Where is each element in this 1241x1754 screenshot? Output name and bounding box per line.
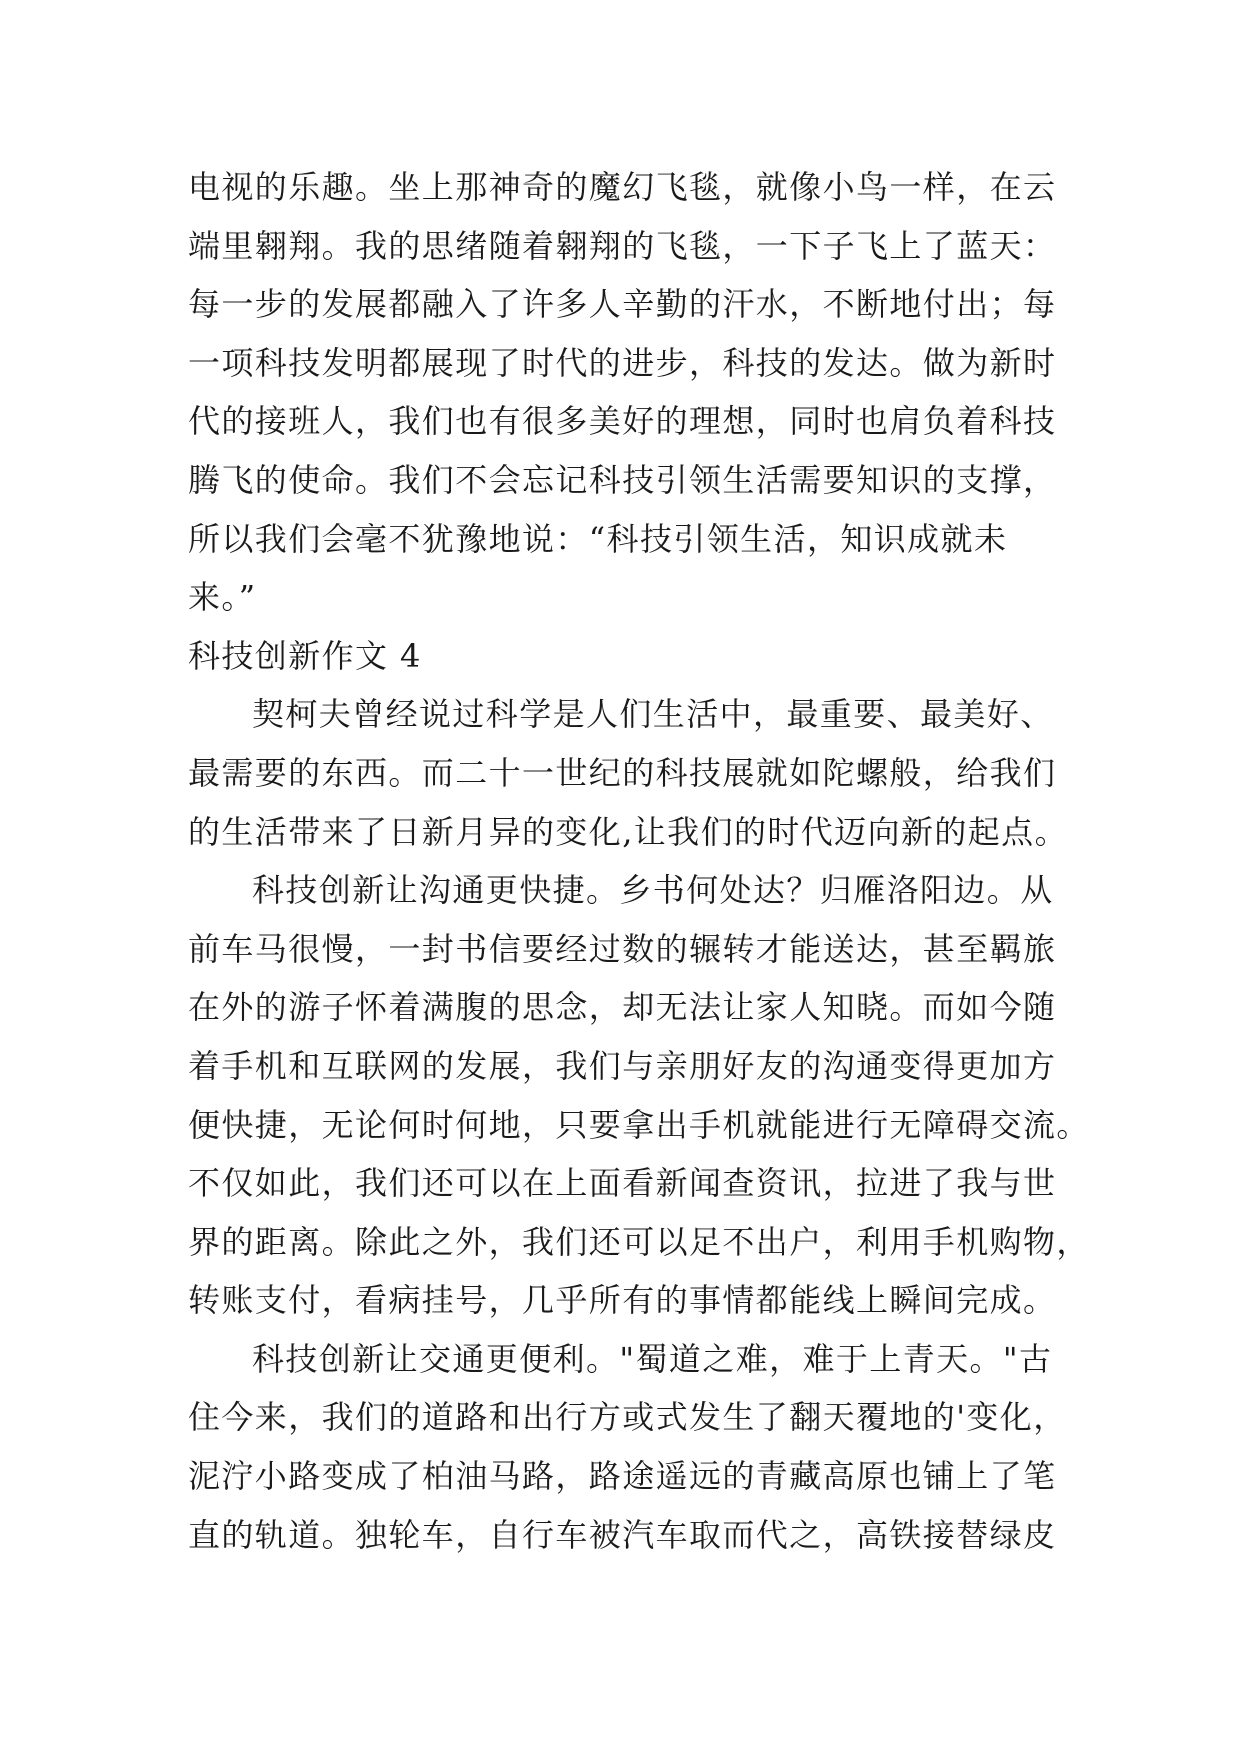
- text-line: 泥泞小路变成了柏油马路，路途遥远的青藏高原也铺上了笔: [188, 1457, 1057, 1496]
- text-line: 腾飞的使命。我们不会忘记科技引领生活需要知识的支撑，: [188, 460, 1057, 499]
- text-line: 住今来，我们的道路和出行方或式发生了翻天覆地的'变化，: [188, 1398, 1067, 1437]
- text-line: 不仅如此，我们还可以在上面看新闻查资讯，拉进了我与世: [188, 1164, 1057, 1203]
- text-line: 转账支付，看病挂号，几乎所有的事情都能线上瞬间完成。: [188, 1281, 1057, 1320]
- text-line: 端里翱翔。我的思绪随着翱翔的飞毯，一下子飞上了蓝天：: [188, 226, 1057, 265]
- text-line: 每一步的发展都融入了许多人辛勤的汗水，不断地付出；每: [188, 285, 1057, 324]
- text-line: 着手机和互联网的发展，我们与亲朋好友的沟通变得更加方: [188, 1046, 1057, 1085]
- text-line: 电视的乐趣。坐上那神奇的魔幻飞毯，就像小鸟一样，在云: [188, 168, 1057, 206]
- text-line: 来。”: [188, 578, 257, 617]
- text-line: 一项科技发明都展现了时代的进步，科技的发达。做为新时: [188, 343, 1057, 382]
- text-line: 最需要的东西。而二十一世纪的科技展就如陀螺般，给我们: [188, 753, 1057, 792]
- text-line: 便快捷，无论何时何地，只要拿出手机就能进行无障碍交流。: [188, 1105, 1090, 1144]
- paragraph-continued: [188, 158, 1058, 627]
- text-line: 的生活带来了日新月异的变化,让我们的时代迈向新的起点。: [188, 812, 1068, 851]
- text-line: 契柯夫曾经说过科学是人们生活中，最重要、最美好、: [252, 695, 1054, 734]
- section-heading: 科技创新作文 4: [188, 636, 422, 675]
- text-line: 直的轨道。独轮车，自行车被汽车取而代之，高铁接替绿皮: [188, 1515, 1057, 1554]
- text-line: 科技创新让交通更便利。"蜀道之难，难于上青天。"古: [252, 1339, 1053, 1378]
- text-line: 所以我们会毫不犹豫地说：“科技引领生活，知识成就未: [188, 519, 1008, 558]
- text-line: 在外的游子怀着满腹的思念，却无法让家人知晓。而如今随: [188, 988, 1057, 1027]
- text-line: 界的距离。除此之外，我们还可以足不出户，利用手机购物，: [188, 1222, 1090, 1261]
- text-line: 科技创新让沟通更快捷。乡书何处达？归雁洛阳边。从: [252, 871, 1054, 910]
- body-text: [188, 158, 1090, 1564]
- section-body: [188, 685, 1090, 1564]
- text-line: 前车马很慢，一封书信要经过数的辗转才能送达，甚至羁旅: [188, 929, 1057, 968]
- text-line: 代的接班人，我们也有很多美好的理想，同时也肩负着科技: [188, 402, 1057, 441]
